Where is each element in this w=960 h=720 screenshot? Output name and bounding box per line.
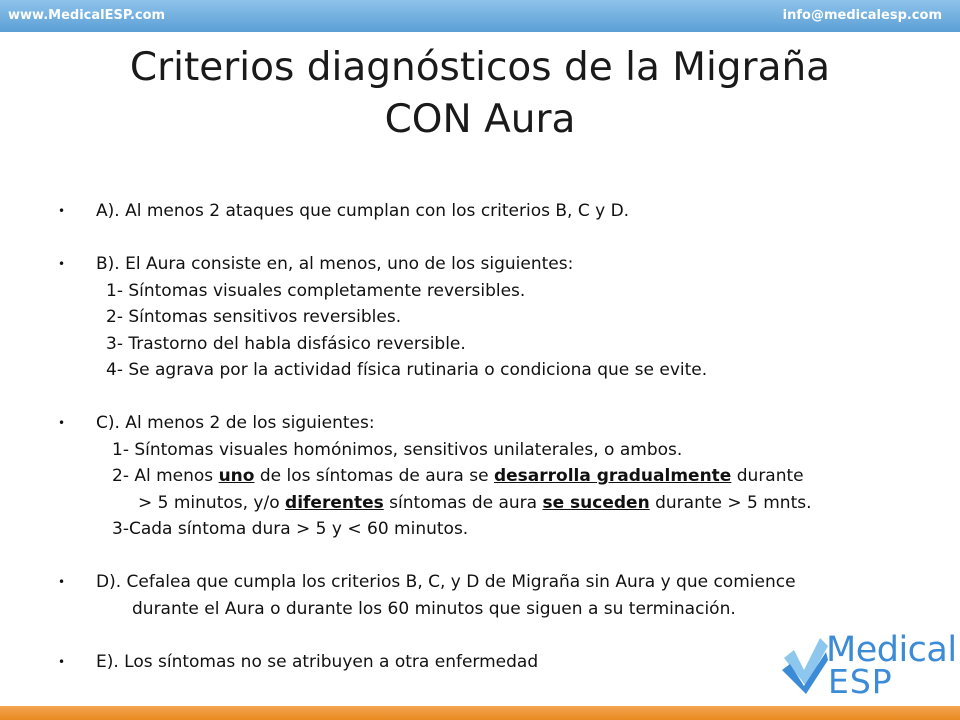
- criterion-e-text: E). Los síntomas no se atribuyen a otra enfermedad: [96, 651, 539, 672]
- criterion-d-line-1: D). Cefalea que cumpla los criterios B, C, y D de Migraña sin Aura y que comience: [96, 572, 796, 592]
- criteria-list: [58, 198, 938, 675]
- logo-word-medical: Medical: [826, 630, 957, 670]
- criterion-c-item-2: [58, 463, 938, 490]
- checkmark-logo-icon: [780, 636, 830, 694]
- emphasis-diferentes: diferentes: [285, 492, 384, 513]
- criterion-d: [58, 569, 938, 596]
- criterion-b-intro: B). El Aura consiste en, al menos, uno de los siguientes:: [96, 254, 574, 274]
- criterion-b-item: 2- Síntomas sensitivos reversibles.: [106, 307, 402, 327]
- text-segment: durante > 5 mnts.: [649, 492, 812, 513]
- site-url[interactable]: www.MedicalESP.com: [8, 8, 166, 23]
- contact-email[interactable]: info@medicalesp.com: [782, 8, 942, 23]
- emphasis-desarrolla-gradualmente: desarrolla gradualmente: [493, 466, 732, 486]
- footer-bar: [0, 706, 960, 720]
- text-segment: de los síntomas de aura se: [254, 466, 494, 486]
- text-segment: síntomas de aura: [383, 492, 543, 513]
- text-segment: 2- Al menos: [112, 466, 219, 486]
- criterion-a-text: A). Al menos 2 ataques que cumplan con los criterios B, C y D.: [96, 201, 630, 221]
- title-line-1: Criterios diagnósticos de la Migraña: [129, 45, 831, 90]
- criterion-c-intro: C). Al menos 2 de los siguientes:: [96, 413, 375, 433]
- text-segment: > 5 minutos, y/o: [138, 492, 286, 513]
- bullet-icon: •: [58, 204, 66, 218]
- criterion-a: [58, 198, 938, 225]
- criterion-b-item: 1- Síntomas visuales completamente reversibles.: [106, 280, 526, 301]
- title-line-2: CON Aura: [384, 97, 576, 142]
- header-bar: [0, 0, 960, 32]
- medicalesp-logo: [780, 630, 955, 700]
- criterion-b-item: 3- Trastorno del habla disfásico reversible.: [106, 333, 466, 354]
- bullet-icon: •: [58, 416, 66, 430]
- criterion-c-item-3: 3-Cada síntoma dura > 5 y < 60 minutos.: [112, 519, 469, 539]
- criterion-b: [58, 251, 938, 278]
- criterion-c-item-2-continued: [58, 490, 938, 517]
- page-title: [0, 42, 960, 146]
- criterion-b-item: 4- Se agrava por la actividad física rutinaria o condiciona que se evite.: [106, 360, 708, 380]
- bullet-icon: •: [58, 257, 66, 271]
- criterion-d-line-2: durante el Aura o durante los 60 minutos que siguen a su terminación.: [132, 598, 736, 619]
- text-segment: durante: [731, 466, 804, 486]
- bullet-icon: •: [58, 575, 66, 589]
- criterion-c-item-1: 1- Síntomas visuales homónimos, sensitivos unilaterales, o ambos.: [112, 439, 683, 460]
- criterion-c: [58, 410, 938, 437]
- emphasis-se-suceden: se suceden: [542, 492, 650, 513]
- logo-word-esp: ESP: [828, 662, 893, 701]
- bullet-icon: •: [58, 654, 66, 669]
- emphasis-uno: uno: [218, 466, 255, 486]
